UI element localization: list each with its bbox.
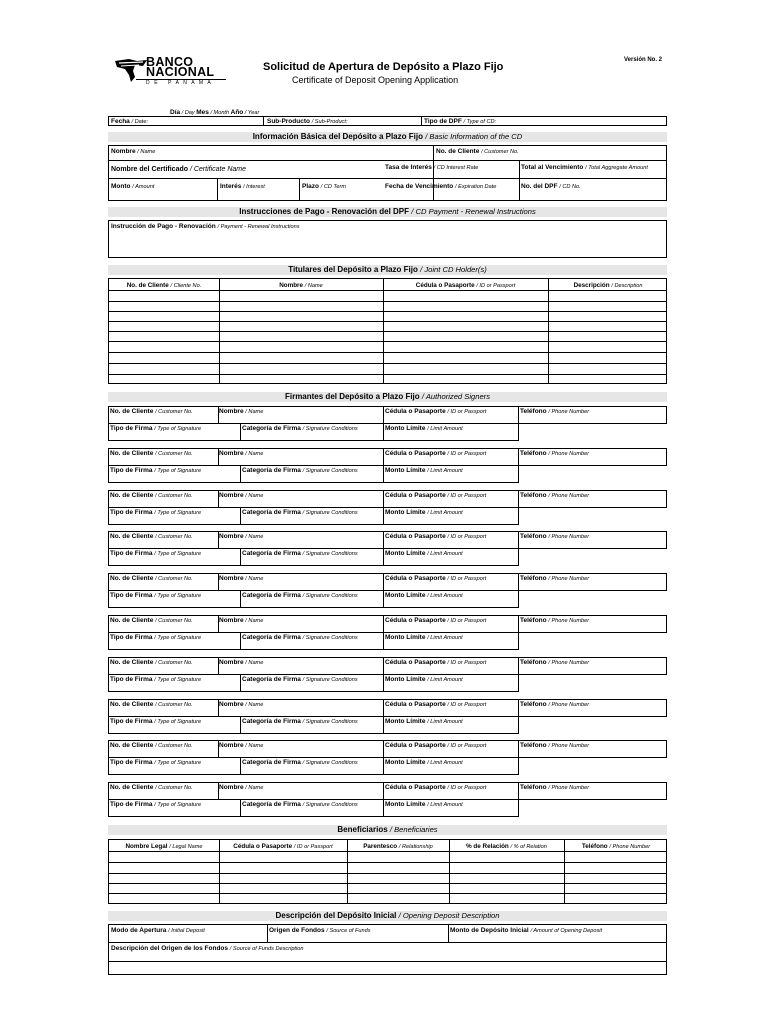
signer-customer-no-field[interactable]: No. de Cliente / Customer No. (110, 491, 193, 499)
fecha-field[interactable]: Fecha / Date: (111, 118, 149, 125)
signer-name-field[interactable]: Nombre / Name (219, 784, 264, 792)
signer-name-field[interactable]: Nombre / Name (219, 575, 264, 583)
signer-signature-category-field[interactable]: Categoría de Firma / Signature Conditions (242, 717, 358, 725)
initial-deposit-box (108, 924, 667, 975)
opening-amount-field[interactable]: Monto de Depósito Inicial / Amount of Opening Deposit (450, 927, 603, 934)
signer-signature-category-field[interactable]: Categoría de Firma / Signature Conditions (242, 592, 358, 600)
holders-heading: Titulares del Depósito a Plazo Fijo / Joint CD Holder(s) (108, 265, 667, 275)
signer-signature-category-field[interactable]: Categoría de Firma / Signature Conditions (242, 759, 358, 767)
amount-field[interactable]: Monto / Amount (111, 183, 155, 190)
signer-block (108, 699, 667, 734)
signer-signature-category-field[interactable]: Categoría de Firma / Signature Conditions (242, 508, 358, 516)
signer-name-field[interactable]: Nombre / Name (219, 408, 264, 415)
logo-banco: BANCO (146, 55, 194, 69)
signer-block (108, 657, 667, 692)
logo-nacional: NACIONAL (146, 65, 215, 79)
subproduct-field[interactable]: Sub-Producto / Sub-Product: (267, 118, 348, 125)
signer-customer-no-field[interactable]: No. de Cliente / Customer No. (110, 408, 193, 415)
interest-field[interactable]: Interés / Interest (220, 183, 265, 190)
term-field[interactable]: Plazo / CD Term (302, 183, 346, 190)
signer-id-field[interactable]: Cédula o Pasaporte / ID or Passport (385, 449, 487, 457)
beneficiaries-col-id: Cédula o Pasaporte / ID or Passport (233, 843, 333, 850)
beneficiaries-col-relationship: Parentesco / Relationship (363, 843, 433, 850)
cd-type-field[interactable]: Tipo de DPF / Type of CD: (424, 118, 497, 125)
signer-customer-no-field[interactable]: No. de Cliente / Customer No. (110, 658, 193, 666)
beneficiaries-heading: Beneficiarios / Beneficiaries (108, 825, 667, 835)
signer-signature-category-field[interactable]: Categoría de Firma / Signature Conditions (242, 634, 358, 641)
signer-id-field[interactable]: Cédula o Pasaporte / ID or Passport (385, 408, 487, 415)
signer-name-field[interactable]: Nombre / Name (219, 700, 264, 708)
signer-signature-type-field[interactable]: Tipo de Firma / Type of Signature (110, 801, 202, 809)
interest-rate-field[interactable]: Tasa de Interés / CD Interest Rate (385, 164, 479, 171)
instructions-heading: Instrucciones de Pago - Renovación del DPF / CD Payment - Renewal Instructions (108, 207, 667, 217)
signer-phone-field[interactable]: Teléfono / Phone Number (520, 575, 590, 583)
signer-signature-type-field[interactable]: Tipo de Firma / Type of Signature (110, 508, 202, 516)
signer-phone-field[interactable]: Teléfono / Phone Number (520, 449, 590, 457)
logo-de-panama: D E P A N A M A (146, 80, 213, 86)
initial-deposit-heading: Descripción del Depósito Inicial / Opening Deposit Description (108, 911, 667, 921)
signer-phone-field[interactable]: Teléfono / Phone Number (520, 408, 590, 415)
signer-block (108, 448, 667, 483)
signer-phone-field[interactable]: Teléfono / Phone Number (520, 742, 590, 750)
signer-id-field[interactable]: Cédula o Pasaporte / ID or Passport (385, 491, 487, 499)
total-maturity-field[interactable]: Total al Vencimiento / Total Aggregate Amount (521, 164, 648, 171)
holders-col-desc: Descripción / Description (573, 282, 643, 289)
signer-id-field[interactable]: Cédula o Pasaporte / ID or Passport (385, 617, 487, 624)
signer-name-field[interactable]: Nombre / Name (219, 491, 264, 499)
beneficiaries-table (108, 839, 667, 904)
signers-heading: Firmantes del Depósito a Plazo Fijo / Authorized Signers (108, 392, 667, 402)
signer-limit-amount-field[interactable]: Monto Límite / Limit Amount (385, 634, 463, 641)
signer-customer-no-field[interactable]: No. de Cliente / Customer No. (110, 700, 193, 708)
signer-id-field[interactable]: Cédula o Pasaporte / ID or Passport (385, 533, 487, 541)
signer-limit-amount-field[interactable]: Monto Límite / Limit Amount (385, 550, 463, 558)
signer-signature-type-field[interactable]: Tipo de Firma / Type of Signature (110, 634, 202, 641)
date-part-labels: Día / Day Mes / Month Año / Year (170, 109, 260, 116)
signer-signature-type-field[interactable]: Tipo de Firma / Type of Signature (110, 425, 202, 432)
signer-name-field[interactable]: Nombre / Name (219, 449, 264, 457)
signer-phone-field[interactable]: Teléfono / Phone Number (520, 491, 590, 499)
holders-table (108, 278, 667, 384)
signer-name-field[interactable]: Nombre / Name (219, 533, 264, 541)
holders-col-name: Nombre / Name (279, 282, 323, 289)
signer-signature-category-field[interactable]: Categoría de Firma / Signature Conditions (242, 550, 358, 558)
signer-signature-type-field[interactable]: Tipo de Firma / Type of Signature (110, 759, 202, 767)
signer-limit-amount-field[interactable]: Monto Límite / Limit Amount (385, 592, 463, 600)
signer-id-field[interactable]: Cédula o Pasaporte / ID or Passport (385, 575, 487, 583)
signer-id-field[interactable]: Cédula o Pasaporte / ID or Passport (385, 742, 487, 750)
signer-customer-no-field[interactable]: No. de Cliente / Customer No. (110, 617, 193, 624)
signer-phone-field[interactable]: Teléfono / Phone Number (520, 617, 590, 624)
signer-phone-field[interactable]: Teléfono / Phone Number (520, 658, 590, 666)
signer-block (108, 740, 667, 775)
signer-limit-amount-field[interactable]: Monto Límite / Limit Amount (385, 801, 463, 809)
signer-phone-field[interactable]: Teléfono / Phone Number (520, 700, 590, 708)
signer-signature-category-field[interactable]: Categoría de Firma / Signature Conditions (242, 466, 358, 474)
basic-info-heading: Información Básica del Depósito a Plazo Fijo / Basic Information of the CD (108, 132, 667, 142)
signer-customer-no-field[interactable]: No. de Cliente / Customer No. (110, 533, 193, 541)
signer-signature-category-field[interactable]: Categoría de Firma / Signature Conditions (242, 675, 358, 683)
signer-name-field[interactable]: Nombre / Name (219, 658, 264, 666)
signer-block (108, 490, 667, 525)
signer-phone-field[interactable]: Teléfono / Phone Number (520, 784, 590, 792)
signer-block (108, 531, 667, 566)
signer-limit-amount-field[interactable]: Monto Límite / Limit Amount (385, 675, 463, 683)
source-of-funds-field[interactable]: Origen de Fondos / Source of Funds (269, 927, 371, 934)
signer-block (108, 615, 667, 650)
signer-limit-amount-field[interactable]: Monto Límite / Limit Amount (385, 425, 463, 432)
form-title: Solicitud de Apertura de Depósito a Plazo Fijo (263, 61, 504, 73)
signer-signature-type-field[interactable]: Tipo de Firma / Type of Signature (110, 550, 202, 558)
signer-name-field[interactable]: Nombre / Name (219, 617, 264, 624)
instructions-field[interactable]: Instrucción de Pago - Renovación / Payment - Renewal Instructions (108, 220, 667, 258)
signer-signature-category-field[interactable]: Categoría de Firma / Signature Conditions (242, 801, 358, 809)
signer-id-field[interactable]: Cédula o Pasaporte / ID or Passport (385, 784, 487, 792)
signer-id-field[interactable]: Cédula o Pasaporte / ID or Passport (385, 700, 487, 708)
signer-limit-amount-field[interactable]: Monto Límite / Limit Amount (385, 466, 463, 474)
signer-signature-type-field[interactable]: Tipo de Firma / Type of Signature (110, 592, 202, 600)
customer-no-field[interactable]: No. de Cliente / Customer No. (436, 148, 519, 155)
name-field[interactable]: Nombre / Name (111, 148, 156, 155)
expiration-date-field[interactable]: Fecha de Vencimiento / Expiration Date (385, 183, 497, 190)
signer-signature-type-field[interactable]: Tipo de Firma / Type of Signature (110, 466, 202, 474)
signer-phone-field[interactable]: Teléfono / Phone Number (520, 533, 590, 541)
holders-col-id: Cédula o Pasaporte / ID or Passport (415, 282, 516, 289)
signer-customer-no-field[interactable]: No. de Cliente / Customer No. (110, 449, 193, 457)
opening-mode-field[interactable]: Modo de Apertura / Initial Deposit (111, 927, 205, 934)
beneficiaries-col-percent: % de Relación / % of Relation (466, 843, 547, 850)
signer-limit-amount-field[interactable]: Monto Límite / Limit Amount (385, 508, 463, 516)
certificate-name-field[interactable]: Nombre del Certificado / Certificate Name (111, 166, 246, 173)
signer-signature-type-field[interactable]: Tipo de Firma / Type of Signature (110, 717, 202, 725)
holders-col-client: No. de Cliente / Cliente No. (126, 282, 202, 289)
signer-signature-type-field[interactable]: Tipo de Firma / Type of Signature (110, 675, 202, 683)
bank-logo (113, 57, 233, 87)
signer-customer-no-field[interactable]: No. de Cliente / Customer No. (110, 742, 193, 750)
signer-id-field[interactable]: Cédula o Pasaporte / ID or Passport (385, 658, 487, 666)
signer-limit-amount-field[interactable]: Monto Límite / Limit Amount (385, 759, 463, 767)
signer-limit-amount-field[interactable]: Monto Límite / Limit Amount (385, 717, 463, 725)
date-row (108, 116, 667, 126)
beneficiaries-col-phone: Teléfono / Phone Number (581, 843, 651, 850)
basic-info-box (108, 145, 667, 201)
beneficiaries-col-name: Nombre Legal / Legal Name (125, 843, 203, 850)
signer-customer-no-field[interactable]: No. de Cliente / Customer No. (110, 575, 193, 583)
signer-customer-no-field[interactable]: No. de Cliente / Customer No. (110, 784, 193, 792)
cd-no-field[interactable]: No. del DPF / CD No. (521, 183, 581, 190)
form-subtitle: Certificate of Deposit Opening Application (292, 75, 459, 85)
signer-signature-category-field[interactable]: Categoría de Firma / Signature Conditions (242, 425, 358, 432)
signer-name-field[interactable]: Nombre / Name (219, 742, 264, 750)
signer-block (108, 406, 667, 441)
funds-description-field[interactable]: Descripción del Origen de los Fondos / Source of Funds Description (111, 945, 304, 952)
version-label: Versión No. 2 (624, 57, 663, 63)
signer-block (108, 573, 667, 608)
signer-block (108, 782, 667, 817)
